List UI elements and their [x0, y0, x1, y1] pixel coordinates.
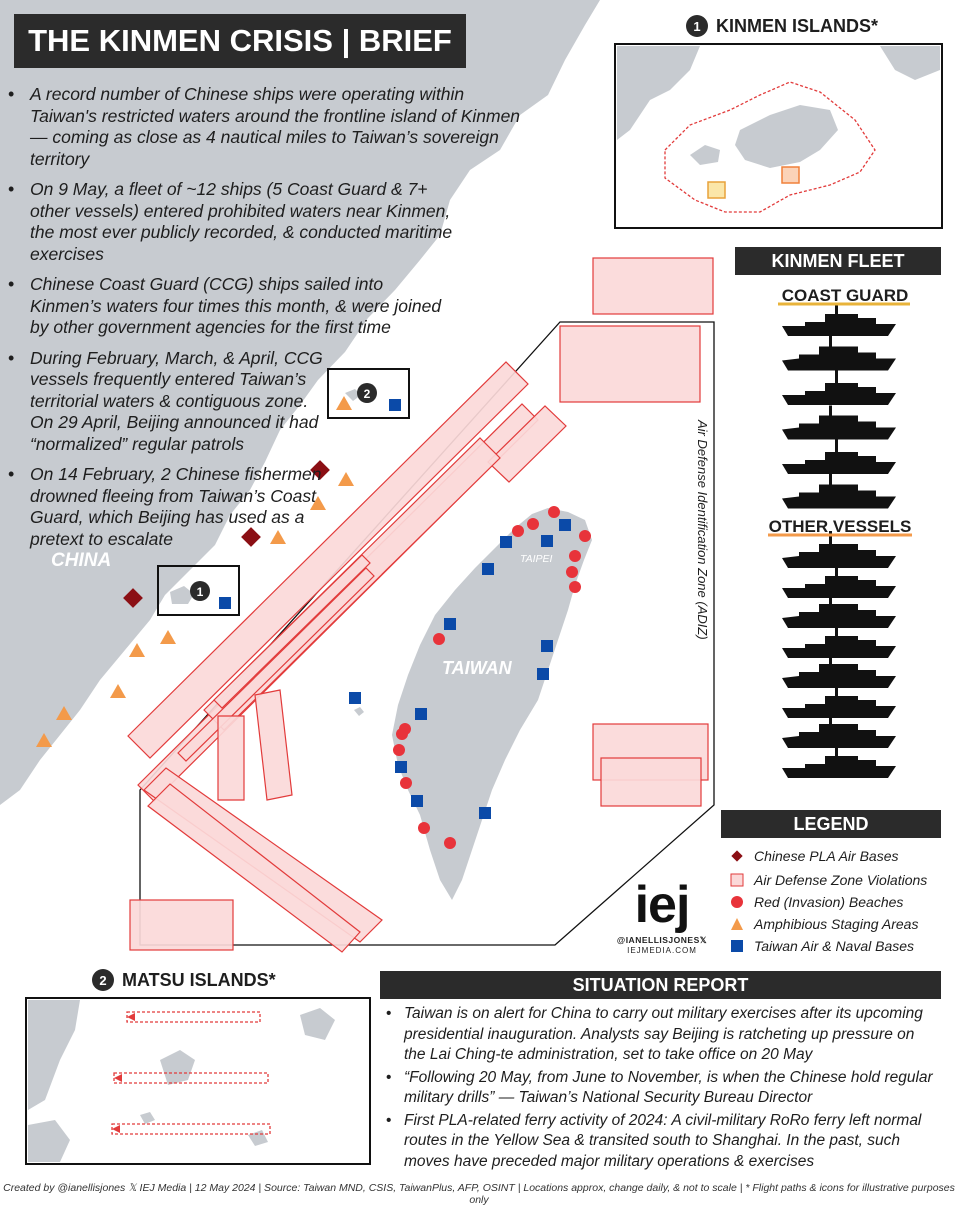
taiwan-label: TAIWAN [442, 658, 512, 678]
kinmen-number-badge: 1 [686, 15, 708, 37]
legend-label: Chinese PLA Air Bases [754, 848, 899, 864]
ship-silhouette [782, 439, 896, 474]
china-label: CHINA [51, 550, 112, 571]
staging-area-marker [160, 630, 176, 644]
footer-credit: Created by @ianellisjones 𝕏 IEJ Media | 12 May 2024 | Source: Taiwan MND, CSIS, TaiwanPlus, AFP, OSINT | Locations approx, change daily, & not to scale | * Flight paths & icons for illustrative purposes only [3, 1182, 955, 1206]
base-marker [219, 597, 231, 609]
matsu-title-text: MATSU ISLANDS* [122, 969, 276, 990]
bullet-item: • A record number of Chinese ships were operating within Taiwan's restricted waters around the frontline island of Kinmen — coming as close as 4 nautical miles to Taiwan’s sovereign territory [6, 84, 526, 170]
beach-marker [569, 550, 581, 562]
logo-handle: @IANELLISJONES𝕏 [616, 935, 708, 945]
ship-silhouette [782, 367, 896, 405]
bullet-item: • On 14 February, 2 Chinese fishermen drowned fleeing from Taiwan’s Coast Guard, which Beijing has used as a pretext to escalate [6, 464, 330, 550]
beach-marker [566, 566, 578, 578]
staging-area-marker [110, 684, 126, 698]
legend-label: Taiwan Air & Naval Bases [754, 938, 915, 954]
beach-marker [418, 822, 430, 834]
base-marker [349, 692, 361, 704]
beach-marker [548, 506, 560, 518]
logo-site: IEJMEDIA.COM [627, 946, 697, 955]
legend-item-staging [730, 916, 918, 932]
ship-silhouette [782, 334, 896, 371]
adiz-label: Air Defense Identification Zone (ADIZ) [695, 420, 710, 640]
bullet-item: • On 9 May, a fleet of ~12 ships (5 Coast Guard & 7+ other vessels) entered prohibited waters near Kinmen, the most ever publicly recorded, & conducted maritime exercises [6, 179, 470, 265]
base-marker [541, 535, 553, 547]
matsu-number-badge: 2 [92, 969, 114, 991]
staging-area-marker [129, 643, 145, 657]
base-marker [559, 519, 571, 531]
beach-marker [579, 530, 591, 542]
circle-icon [730, 895, 744, 909]
taipei-label: TAIPEI [520, 553, 553, 565]
situation-item: • Taiwan is on alert for China to carry out military exercises after its upcoming presidential inauguration. Analysts say Beijing is ratcheting up pressure on the Lai Ching-te administration, set to take office on 20 May [384, 1004, 940, 1066]
beach-marker [569, 581, 581, 593]
fleet-heading: KINMEN FLEET [735, 247, 941, 275]
base-marker [482, 563, 494, 575]
ship-silhouette [782, 469, 896, 509]
legend-heading: LEGEND [721, 810, 941, 838]
legend-item-taiwan-bases [730, 938, 914, 954]
base-marker [415, 708, 427, 720]
base-marker [395, 761, 407, 773]
base-marker [411, 795, 423, 807]
penghu-islet [354, 707, 364, 716]
situation-item: • First PLA-related ferry activity of 2024: A civil-military RoRo ferry left normal routes in the Yellow Sea & transited south to Shanghai. In the past, such moves have preceded major military operations & exercises [384, 1111, 940, 1173]
beach-marker [433, 633, 445, 645]
other-vessels-label: OTHER VESSELS [768, 517, 912, 536]
square-icon [730, 939, 744, 953]
intro-bullets [6, 84, 526, 559]
situation-item: • “Following 20 May, from June to November, is when the Chinese hold regular military drills” — Taiwan’s National Security Bureau Director [384, 1068, 940, 1109]
ship-silhouette [782, 623, 896, 658]
iej-logo [610, 875, 714, 955]
ship-silhouette [782, 594, 896, 628]
base-marker [541, 640, 553, 652]
beach-marker [444, 837, 456, 849]
diamond-icon [730, 849, 744, 863]
legend-item-violations [730, 872, 927, 888]
kinmen-title-text: KINMEN ISLANDS* [716, 15, 879, 36]
beach-marker [393, 744, 405, 756]
marker-1-label: 1 [196, 585, 204, 599]
fleet-coast-guard [782, 304, 896, 509]
situation-report-list [384, 1004, 940, 1174]
situation-report-heading: SITUATION REPORT [380, 971, 941, 999]
base-marker [444, 618, 456, 630]
fleet-other-vessels [782, 531, 896, 778]
beach-marker [527, 518, 539, 530]
base-marker [537, 668, 549, 680]
logo-mark: iej [634, 876, 690, 934]
ship-silhouette [782, 406, 896, 440]
marker-2-label: 2 [363, 387, 371, 401]
triangle-icon [730, 917, 744, 931]
beach-marker [396, 728, 408, 740]
ship-silhouette [782, 304, 896, 336]
bullet-item: • Chinese Coast Guard (CCG) ships sailed into Kinmen’s waters four times this month, & were joined by other government agencies for the first time [6, 274, 450, 339]
beach-marker [400, 777, 412, 789]
bullet-item: • During February, March, & April, CCG vessels frequently entered Taiwan’s territorial waters & contiguous zone. On 29 April, Beijing announced it had “normalized” regular patrols [6, 348, 330, 456]
matsu-inset-title [92, 969, 276, 991]
square-outline-icon [730, 873, 744, 887]
ship-silhouette [782, 686, 896, 718]
legend-item-beaches [730, 894, 903, 910]
legend-label: Air Defense Zone Violations [754, 872, 928, 888]
kinmen-inset-title [686, 15, 878, 37]
page-title: THE KINMEN CRISIS | BRIEF [14, 14, 466, 68]
base-marker [479, 807, 491, 819]
coast-guard-label: COAST GUARD [781, 286, 909, 305]
legend-label: Red (Invasion) Beaches [754, 894, 904, 910]
legend-item-air-bases [730, 848, 898, 864]
legend-label: Amphibious Staging Areas [754, 916, 919, 932]
